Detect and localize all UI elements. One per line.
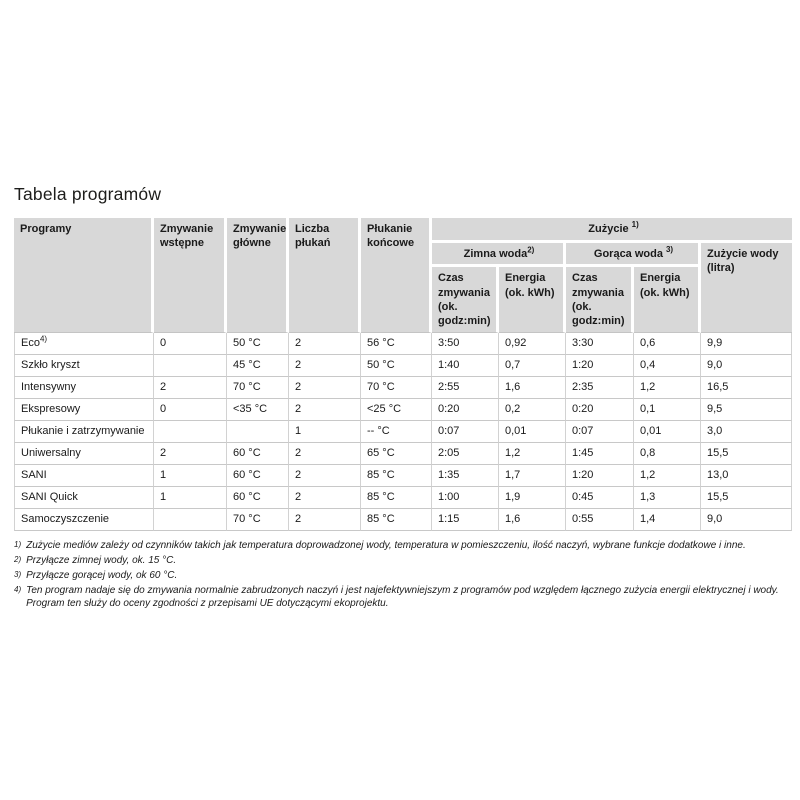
cell-hot-energy: 1,4 <box>634 509 701 531</box>
cell-hot-time: 1:20 <box>566 465 634 487</box>
col-header-main-wash-label: Zmywanie główne <box>233 223 287 250</box>
col-header-cold-wash-time: Czas zmywania (ok. godz:min) <box>432 267 499 333</box>
cell-hot-energy: 0,1 <box>634 399 701 421</box>
cell-final-rinse: -- °C <box>361 421 432 443</box>
col-header-programs <box>14 218 154 333</box>
cell-cold-time: 1:15 <box>432 509 499 531</box>
col-header-hot-water-label: Gorąca woda <box>593 248 663 260</box>
cell-program <box>14 443 154 465</box>
program-label: SANI Quick <box>21 491 78 504</box>
table-body <box>14 333 792 531</box>
cell-rinse-count: 2 <box>289 509 361 531</box>
cell-prewash <box>154 355 227 377</box>
cell-prewash: 2 <box>154 443 227 465</box>
cell-hot-time: 1:20 <box>566 355 634 377</box>
cell-program <box>14 333 154 355</box>
cell-cold-energy: 1,2 <box>499 443 566 465</box>
col-header-consumption <box>432 218 792 243</box>
page-title: Tabela programów <box>14 184 162 204</box>
cell-program <box>14 355 154 377</box>
cell-prewash <box>154 509 227 531</box>
cell-rinse-count: 1 <box>289 421 361 443</box>
table-row <box>14 421 792 443</box>
table-row <box>14 465 792 487</box>
cell-final-rinse: 85 °C <box>361 465 432 487</box>
cell-cold-time: 1:00 <box>432 487 499 509</box>
cell-rinse-count: 2 <box>289 487 361 509</box>
col-header-final-rinse <box>361 218 432 333</box>
cell-program <box>14 509 154 531</box>
cell-prewash: 0 <box>154 399 227 421</box>
footnote-4 <box>14 584 792 612</box>
program-table <box>14 218 792 531</box>
cell-rinse-count: 2 <box>289 399 361 421</box>
cell-water-usage: 9,0 <box>701 355 792 377</box>
col-header-rinse-count <box>289 218 361 333</box>
cell-water-usage: 9,0 <box>701 509 792 531</box>
table-row <box>14 355 792 377</box>
program-label: Eco <box>21 337 40 350</box>
col-header-hot-water <box>566 243 701 267</box>
col-header-final-rinse-label: Płukanie końcowe <box>367 223 415 250</box>
cell-cold-time: 0:20 <box>432 399 499 421</box>
footnote-ref-2: 2) <box>527 245 535 255</box>
cell-hot-energy: 0,8 <box>634 443 701 465</box>
cell-hot-energy: 1,3 <box>634 487 701 509</box>
program-label: Uniwersalny <box>21 447 81 460</box>
col-header-consumption-label: Zużycie <box>588 223 629 235</box>
cell-cold-energy: 1,9 <box>499 487 566 509</box>
cell-hot-energy: 1,2 <box>634 377 701 399</box>
cell-water-usage: 16,5 <box>701 377 792 399</box>
cell-rinse-count: 2 <box>289 333 361 355</box>
cell-water-usage: 9,9 <box>701 333 792 355</box>
footnote-1 <box>14 539 792 553</box>
cell-final-rinse: <25 °C <box>361 399 432 421</box>
cell-hot-time: 0:45 <box>566 487 634 509</box>
footnote-ref-3: 3) <box>665 245 674 255</box>
footnote-2 <box>14 554 792 568</box>
program-label: Samoczyszczenie <box>21 513 110 526</box>
cell-hot-time: 0:07 <box>566 421 634 443</box>
cell-cold-time: 3:50 <box>432 333 499 355</box>
table-row <box>14 399 792 421</box>
cell-program <box>14 399 154 421</box>
table-row <box>14 377 792 399</box>
col-header-cold-water <box>432 243 566 267</box>
cell-main-wash: 60 °C <box>227 487 289 509</box>
cell-cold-energy: 1,6 <box>499 509 566 531</box>
cell-hot-time: 2:35 <box>566 377 634 399</box>
col-header-hot-wash-time: Czas zmywania (ok. godz:min) <box>566 267 634 333</box>
footnote-text: Ten program nadaje się do zmywania normalnie zabrudzonych naczyń i jest najefektywniejszym z programów pod względem łącznego zużycia energii elektrycznej i wody. Program ten służy do oceny zgodności z przepisami UE dotyczącymi ekoprojektu. <box>26 584 779 610</box>
footnote-number: 2) <box>14 555 22 565</box>
cell-rinse-count: 2 <box>289 443 361 465</box>
cell-water-usage: 13,0 <box>701 465 792 487</box>
col-header-main-wash <box>227 218 289 333</box>
cell-final-rinse: 65 °C <box>361 443 432 465</box>
cell-cold-time: 1:40 <box>432 355 499 377</box>
cell-final-rinse: 85 °C <box>361 487 432 509</box>
col-header-rinse-count-label: Liczba płukań <box>295 223 331 250</box>
col-header-prewash-label: Zmywanie wstępne <box>160 223 214 250</box>
cell-cold-energy: 0,2 <box>499 399 566 421</box>
cell-final-rinse: 50 °C <box>361 355 432 377</box>
cell-water-usage: 3,0 <box>701 421 792 443</box>
cell-hot-energy: 0,6 <box>634 333 701 355</box>
cell-cold-energy: 0,7 <box>499 355 566 377</box>
cell-hot-energy: 0,4 <box>634 355 701 377</box>
col-header-hot-energy: Energia (ok. kWh) <box>634 267 701 333</box>
footnotes <box>14 539 792 611</box>
footnote-text: Przyłącze gorącej wody, ok 60 °C. <box>26 569 178 581</box>
cell-cold-energy: 1,6 <box>499 377 566 399</box>
col-header-water-usage <box>701 243 792 333</box>
table-header <box>14 218 792 333</box>
program-label: Ekspresowy <box>21 403 81 416</box>
cell-prewash: 1 <box>154 487 227 509</box>
content-area <box>14 184 792 612</box>
cell-hot-energy: 0,01 <box>634 421 701 443</box>
table-row <box>14 333 792 355</box>
col-header-cold-energy: Energia (ok. kWh) <box>499 267 566 333</box>
cell-hot-time: 3:30 <box>566 333 634 355</box>
cell-program <box>14 377 154 399</box>
cell-final-rinse: 70 °C <box>361 377 432 399</box>
footnote-ref-1: 1) <box>631 220 639 230</box>
cell-hot-time: 0:55 <box>566 509 634 531</box>
cell-main-wash: 45 °C <box>227 355 289 377</box>
cell-final-rinse: 85 °C <box>361 509 432 531</box>
cell-water-usage: 15,5 <box>701 443 792 465</box>
cell-cold-energy: 1,7 <box>499 465 566 487</box>
cell-prewash <box>154 421 227 443</box>
cell-main-wash: 60 °C <box>227 443 289 465</box>
table-row <box>14 443 792 465</box>
cell-rinse-count: 2 <box>289 465 361 487</box>
cell-prewash: 1 <box>154 465 227 487</box>
table-row <box>14 509 792 531</box>
program-label: Szkło kryszt <box>21 359 80 372</box>
cell-cold-time: 1:35 <box>432 465 499 487</box>
cell-prewash: 2 <box>154 377 227 399</box>
footnote-ref-4: 4) <box>39 334 48 344</box>
cell-main-wash: 70 °C <box>227 509 289 531</box>
cell-main-wash: 60 °C <box>227 465 289 487</box>
col-header-programs-label: Programy <box>20 223 72 235</box>
cell-final-rinse: 56 °C <box>361 333 432 355</box>
cell-main-wash: <35 °C <box>227 399 289 421</box>
footnote-text: Zużycie mediów zależy od czynników takich jak temperatura doprowadzonej wody, temperatura w pomieszczeniu, ilość naczyń, wybrane funkcje dodatkowe i inne. <box>26 540 746 552</box>
program-label: Płukanie i zatrzymywanie <box>21 425 145 438</box>
cell-hot-energy: 1,2 <box>634 465 701 487</box>
cell-water-usage: 9,5 <box>701 399 792 421</box>
program-label: Intensywny <box>21 381 77 394</box>
footnote-number: 1) <box>14 540 22 550</box>
cell-cold-energy: 0,01 <box>499 421 566 443</box>
col-header-prewash <box>154 218 227 333</box>
cell-main-wash: 50 °C <box>227 333 289 355</box>
cell-cold-time: 2:05 <box>432 443 499 465</box>
cell-cold-time: 0:07 <box>432 421 499 443</box>
cell-water-usage: 15,5 <box>701 487 792 509</box>
cell-program <box>14 421 154 443</box>
cell-hot-time: 1:45 <box>566 443 634 465</box>
footnote-text: Przyłącze zimnej wody, ok. 15 °C. <box>26 555 177 567</box>
program-label: SANI <box>21 469 47 482</box>
cell-hot-time: 0:20 <box>566 399 634 421</box>
cell-main-wash: 70 °C <box>227 377 289 399</box>
footnote-number: 3) <box>14 569 22 579</box>
cell-prewash: 0 <box>154 333 227 355</box>
cell-program <box>14 487 154 509</box>
col-header-water-usage-label: Zużycie wody (litra) <box>707 248 779 275</box>
cell-rinse-count: 2 <box>289 377 361 399</box>
cell-cold-energy: 0,92 <box>499 333 566 355</box>
cell-cold-time: 2:55 <box>432 377 499 399</box>
table-row <box>14 487 792 509</box>
cell-rinse-count: 2 <box>289 355 361 377</box>
col-header-cold-water-label: Zimna woda <box>463 248 528 260</box>
footnote-3 <box>14 569 792 583</box>
cell-program <box>14 465 154 487</box>
footnote-number: 4) <box>14 584 22 594</box>
cell-main-wash <box>227 421 289 443</box>
